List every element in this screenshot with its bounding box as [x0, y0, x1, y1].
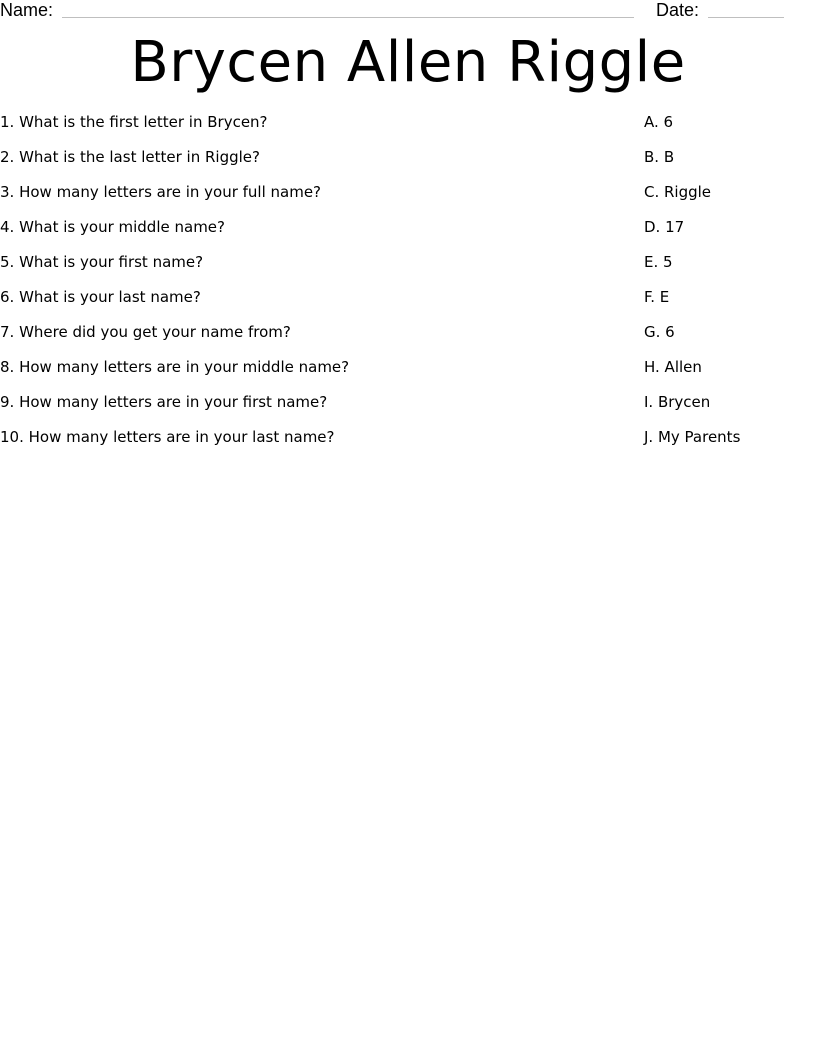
name-blank-line: [62, 17, 634, 18]
question-item: 5. What is your first name?: [0, 253, 204, 271]
answer-item: J. My Parents: [644, 428, 741, 446]
answer-list: [644, 112, 814, 462]
answer-item: G. 6: [644, 323, 675, 341]
question-item: 4. What is your middle name?: [0, 218, 225, 236]
answer-item: I. Brycen: [644, 393, 711, 411]
question-item: 3. How many letters are in your full name?: [0, 183, 322, 201]
answer-item: C. Riggle: [644, 183, 712, 201]
answer-item: E. 5: [644, 253, 673, 271]
question-item: 9. How many letters are in your first name?: [0, 393, 328, 411]
answer-item: H. Allen: [644, 358, 702, 376]
date-blank-line: [708, 17, 784, 18]
answer-item: A. 6: [644, 113, 674, 131]
date-label: Date:: [656, 0, 700, 20]
page-title: Brycen Allen Riggle: [130, 30, 686, 95]
question-list: [0, 112, 620, 462]
worksheet-header: [0, 0, 816, 24]
question-item: 2. What is the last letter in Riggle?: [0, 148, 260, 166]
question-item: 7. Where did you get your name from?: [0, 323, 291, 341]
question-item: 10. How many letters are in your last name?: [0, 428, 335, 446]
name-label: Name:: [0, 0, 54, 20]
question-item: 8. How many letters are in your middle name?: [0, 358, 350, 376]
answer-item: D. 17: [644, 218, 685, 236]
answer-item: F. E: [644, 288, 670, 306]
question-item: 1. What is the first letter in Brycen?: [0, 113, 268, 131]
answer-item: B. B: [644, 148, 675, 166]
question-item: 6. What is your last name?: [0, 288, 201, 306]
